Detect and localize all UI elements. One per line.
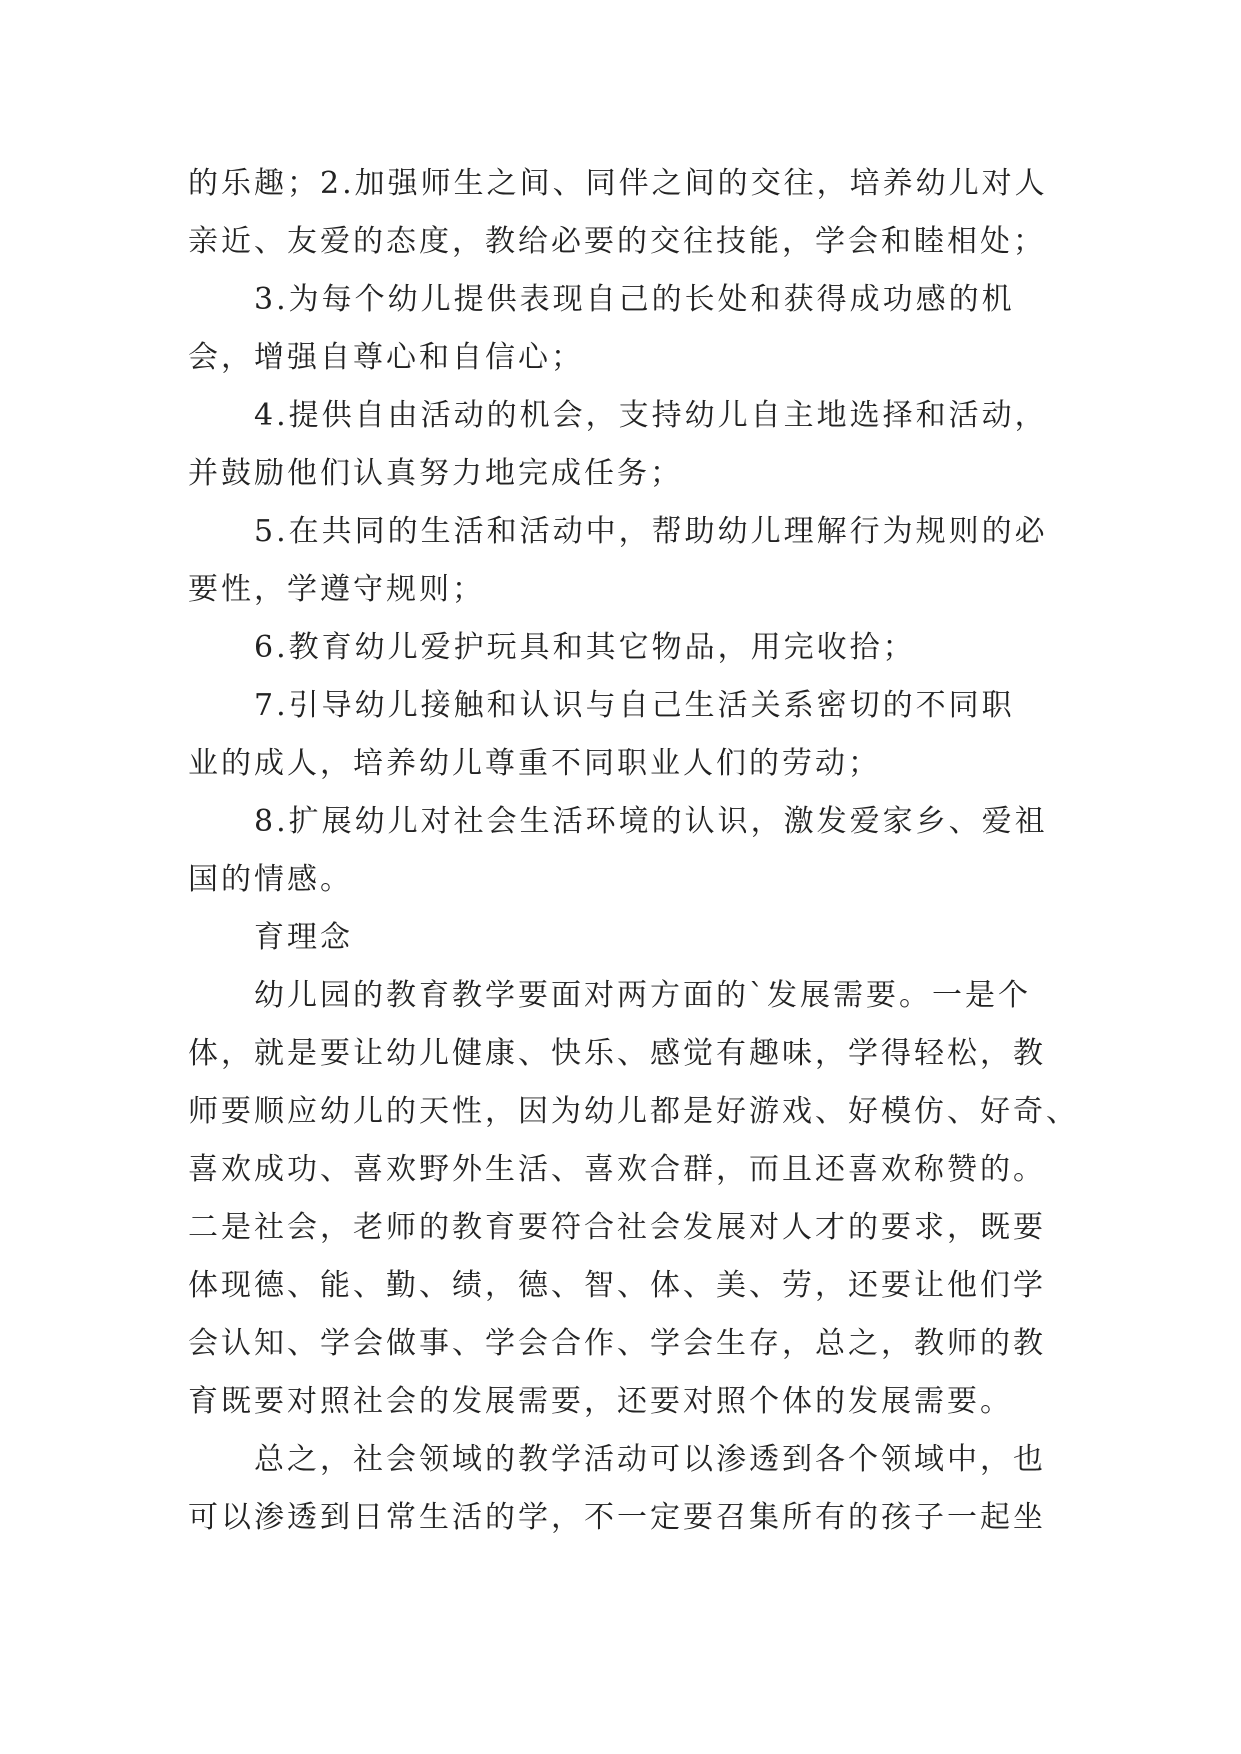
text-line: 会，增强自尊心和自信心； xyxy=(188,340,584,375)
text-line: 5.在共同的生活和活动中，帮助幼儿理解行为规则的必 xyxy=(254,514,1048,549)
section-heading: 育理念 xyxy=(254,920,353,955)
text-line: 8.扩展幼儿对社会生活环境的认识，激发爱家乡、爱祖 xyxy=(254,804,1048,839)
text-line: 可以渗透到日常生活的学，不一定要召集所有的孩子一起坐 xyxy=(188,1500,1046,1535)
text-line: 6.教育幼儿爱护玩具和其它物品，用完收拾； xyxy=(254,630,916,665)
text-line: 会认知、学会做事、学会合作、学会生存，总之，教师的教 xyxy=(188,1326,1046,1361)
text-line: 要性，学遵守规则； xyxy=(188,572,485,607)
body-text xyxy=(188,155,1079,1547)
text-line: 7.引导幼儿接触和认识与自己生活关系密切的不同职 xyxy=(254,688,1015,723)
text-line: 并鼓励他们认真努力地完成任务； xyxy=(188,456,683,491)
text-line: 喜欢成功、喜欢野外生活、喜欢合群，而且还喜欢称赞的。 xyxy=(188,1152,1046,1187)
text-line: 师要顺应幼儿的天性，因为幼儿都是好游戏、好模仿、好奇、 xyxy=(188,1094,1079,1129)
text-line: 的乐趣；2.加强师生之间、同伴之间的交往，培养幼儿对人 xyxy=(188,166,1048,201)
text-line: 3.为每个幼儿提供表现自己的长处和获得成功感的机 xyxy=(254,282,1015,317)
text-line: 体，就是要让幼儿健康、快乐、感觉有趣味，学得轻松，教 xyxy=(188,1036,1046,1071)
text-line: 亲近、友爱的态度，教给必要的交往技能，学会和睦相处； xyxy=(188,224,1046,259)
text-line: 育既要对照社会的发展需要，还要对照个体的发展需要。 xyxy=(188,1384,1013,1419)
text-line: 4.提供自由活动的机会，支持幼儿自主地选择和活动， xyxy=(254,398,1048,433)
text-line: 二是社会，老师的教育要符合社会发展对人才的要求，既要 xyxy=(188,1210,1046,1245)
text-line: 幼儿园的教育教学要面对两方面的`发展需要。一是个 xyxy=(254,978,1031,1013)
text-line: 总之，社会领域的教学活动可以渗透到各个领域中，也 xyxy=(254,1442,1046,1477)
text-line: 国的情感。 xyxy=(188,862,353,897)
text-line: 体现德、能、勤、绩，德、智、体、美、劳，还要让他们学 xyxy=(188,1268,1046,1303)
text-line: 业的成人，培养幼儿尊重不同职业人们的劳动； xyxy=(188,746,881,781)
